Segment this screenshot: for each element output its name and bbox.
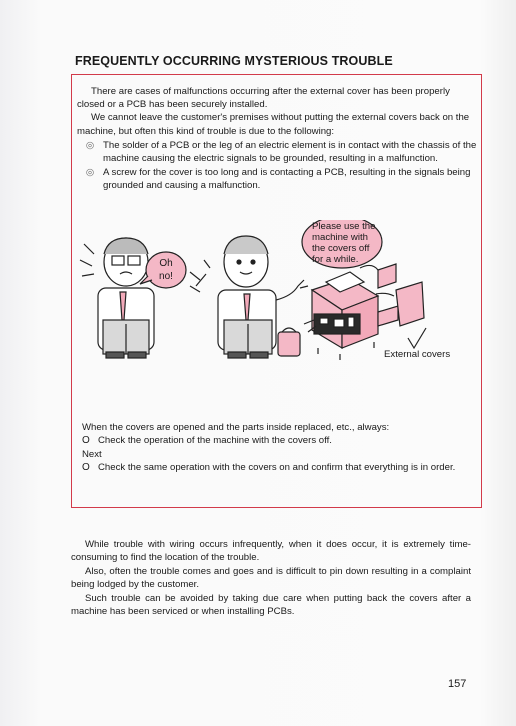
intro-text [77,85,477,193]
external-covers-caption: External covers [384,349,451,360]
notice-box [71,74,482,508]
step-item [82,434,472,447]
step-text: Check the operation of the machine with the covers off. [98,435,332,447]
bullet-item [77,166,477,192]
bullet-item [77,139,477,165]
cartoon-illustration [78,220,478,375]
step-item [82,461,472,474]
body-paragraph: While trouble with wiring occurs infrequently, when it does occur, it is extremely time-consuming to find the location of the trouble. [71,539,471,564]
body-paragraph: Such trouble can be avoided by taking due care when putting back the covers after a machine has been serviced or when installing PCBs. [71,592,471,618]
step-marker: O [82,435,90,447]
speech-text-line: Oh [159,258,173,269]
bullet-marker: ◎ [85,167,95,179]
speech-text-line: Please use the [312,221,376,232]
speech-text-line: for a while. [312,254,359,265]
serviceman-figure [190,236,308,358]
body-text [71,538,471,618]
page-title: FREQUENTLY OCCURRING MYSTERIOUS TROUBLE [75,54,393,68]
procedure-steps [82,421,472,475]
speech-text-line: no! [159,271,173,282]
intro-paragraph-1: There are cases of malfunctions occurring after the external cover has been properly closed or a PCB has been securely installed. [77,86,450,111]
bullet-marker: ◎ [85,139,95,151]
speech-bubble-covers-off [306,220,390,267]
bullet-text: The solder of a PCB or the leg of an electric element is in contact with the chassis of the machine causing the electric signals to be grounded, resulting in a malfunction. [103,139,477,165]
step-text: Check the same operation with the covers on and confirm that everything is in order. [98,462,456,474]
speech-text-line: the covers off [312,243,370,254]
step-marker: O [82,462,90,474]
steps-lead: When the covers are opened and the parts inside replaced, etc., always: [82,422,390,433]
body-paragraph: Also, often the trouble comes and goes and is difficult to pin down resulting in a complaint being lodged by the customer. [71,565,471,591]
bullet-text: A screw for the cover is too long and is contacting a PCB, resulting in the signals being grounded and causing a malfunction. [103,167,471,192]
page-number: 157 [448,678,467,690]
worried-man-figure [80,238,154,358]
speech-text-line: machine with [312,232,368,243]
steps-next: Next [82,448,102,460]
speech-bubble-oh-no [148,254,184,289]
intro-paragraph-2: We cannot leave the customer's premises without putting the external covers back on the machine, but often this kind of trouble is due to the following: [77,112,470,137]
